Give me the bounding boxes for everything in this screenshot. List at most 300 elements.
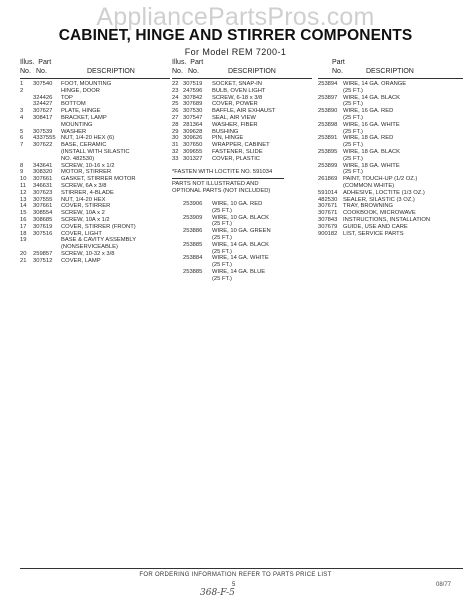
part-row [172, 95, 312, 102]
part-description: (25 FT.) [212, 275, 232, 282]
illus-number [20, 122, 33, 129]
part-description: COVER, POWER [212, 101, 258, 108]
part-number: 307842 [183, 94, 203, 101]
illus-number: 30 [172, 135, 179, 142]
part-number [33, 237, 61, 244]
part-row [20, 163, 170, 170]
part-row [172, 81, 312, 88]
part-row [20, 197, 170, 204]
part-description: (25 FT.) [343, 101, 363, 108]
part-description: WASHER [61, 128, 87, 135]
part-number: 324426 [33, 94, 53, 101]
part-row [172, 122, 312, 129]
part-number: 307623 [33, 189, 53, 196]
part-number [33, 122, 61, 129]
part-description: BASE, CERAMIC [61, 142, 107, 149]
part-description: (25 FT.) [343, 87, 363, 94]
loctite-note: *FASTEN WITH LOCTITE NO. 591034 [172, 168, 273, 175]
illus-number: 4 [20, 114, 24, 121]
part-description: PAINT, TOUCH-UP (1/2 OZ.) [343, 176, 418, 183]
illus-number [172, 262, 183, 269]
part-row [318, 197, 463, 204]
part-description: COVER, LIGHT [61, 230, 102, 237]
part-number: 261869 [318, 176, 338, 183]
illus-number: 27 [172, 114, 179, 121]
part-row [20, 244, 170, 251]
part-number [183, 276, 212, 283]
part-row [318, 224, 463, 231]
part-description: SCREW, 10A x 1/2 [61, 216, 110, 223]
part-description: (25 FT.) [212, 262, 232, 269]
part-description: (INSTALL WITH SILASTIC [61, 148, 130, 155]
part-description: SCREW, 6A x 3/8 [61, 182, 107, 189]
part-number: 309626 [183, 135, 203, 142]
part-row [20, 210, 170, 217]
part-number [183, 221, 212, 228]
part-description: COOKBOOK, MICROWAVE [343, 210, 416, 217]
illus-number [20, 244, 33, 251]
part-description: MOUNTING [61, 121, 93, 128]
part-row [20, 203, 170, 210]
part-row [172, 249, 312, 256]
illus-number: 19 [20, 237, 27, 244]
part-description: WIRE, 18 GA. RED [343, 135, 394, 142]
part-number [318, 169, 343, 176]
part-description: COVER, STIRRER [61, 203, 111, 210]
part-description: PIN, HINGE [212, 135, 244, 142]
part-description: BOTTOM [61, 101, 86, 108]
part-row [318, 190, 463, 197]
part-description: SEAL, AIR VIEW [212, 114, 256, 121]
model-subtitle: For Model REM 7200-1 [184, 47, 287, 57]
illus-part-label: Illus. Part [172, 59, 204, 66]
part-row [318, 142, 463, 149]
part-row [20, 149, 170, 156]
part-description: PLATE, HINGE [61, 108, 101, 115]
part-row [20, 129, 170, 136]
part-number [183, 262, 212, 269]
part-row [20, 122, 170, 129]
part-number: 308685 [33, 216, 53, 223]
part-row [172, 149, 312, 156]
illus-number: 32 [172, 148, 179, 155]
part-description: SEALER, SILASTIC (3 OZ.) [343, 196, 415, 203]
illus-number: 3 [20, 108, 24, 115]
illus-number: 20 [20, 250, 27, 257]
part-row [318, 115, 463, 122]
part-row [318, 169, 463, 176]
illus-number [172, 228, 183, 235]
part-description: NUT, 1/4-20 HEX [61, 196, 106, 203]
part-description: (NONSERVICEABLE) [61, 244, 118, 251]
illus-number: 8 [20, 162, 24, 169]
illus-number: 18 [20, 230, 27, 237]
illus-number: 15 [20, 210, 27, 217]
illus-number: 24 [172, 94, 179, 101]
part-row [318, 135, 463, 142]
optional-parts-note: PARTS NOT ILLUSTRATED AND [172, 181, 259, 188]
note-rule [172, 178, 284, 179]
part-row [20, 251, 170, 258]
illus-number [172, 276, 183, 283]
illus-number: 13 [20, 196, 27, 203]
part-description: (25 FT.) [343, 142, 363, 149]
part-description: WIRE, 14 GA. ORANGE [343, 81, 407, 87]
part-row [172, 135, 312, 142]
part-row [318, 95, 463, 102]
part-description: BULB, OVEN LIGHT [212, 87, 266, 94]
part-row [20, 183, 170, 190]
part-number: 253894 [318, 81, 338, 87]
column-header [318, 59, 463, 79]
part-number: 253899 [318, 162, 338, 169]
part-description: BASE & CAVITY ASSEMBLY [61, 237, 137, 244]
parts-list [318, 81, 463, 237]
illus-number [20, 101, 33, 108]
part-description: FASTENER, SLIDE [212, 148, 263, 155]
part-description: LIST, SERVICE PARTS [343, 230, 404, 237]
part-description: WIRE, 10 GA. RED [212, 200, 263, 207]
part-number: 307622 [33, 142, 53, 149]
illus-number: 16 [20, 216, 27, 223]
illus-number [172, 201, 183, 208]
part-description: (25 FT.) [343, 155, 363, 162]
part-number [33, 149, 61, 156]
part-number: 253906 [183, 200, 203, 207]
part-number: 253897 [318, 94, 338, 101]
illus-number: 5 [20, 128, 24, 135]
part-row [318, 203, 463, 210]
part-row [172, 108, 312, 115]
part-row [20, 237, 170, 244]
part-row [20, 108, 170, 115]
part-row [172, 215, 312, 222]
ordering-info: FOR ORDERING INFORMATION REFER TO PARTS PRICE LIST [139, 572, 332, 578]
part-number [33, 244, 61, 251]
part-description: SCREW, 10-32 x 3/8 [61, 250, 115, 257]
part-row [20, 142, 170, 149]
part-number: 307689 [183, 101, 203, 108]
part-description: WIRE, 10 GA. GREEN [212, 228, 271, 235]
part-row [172, 276, 312, 283]
part-description: INSTRUCTIONS, INSTALLATION [343, 216, 431, 223]
illus-no-label: No. [172, 68, 183, 75]
part-row [20, 81, 170, 88]
part-description: (25 FT.) [343, 128, 363, 135]
part-row [20, 88, 170, 95]
part-row [172, 235, 312, 242]
part-row [20, 224, 170, 231]
part-row [318, 176, 463, 183]
part-number [33, 156, 61, 163]
part-number: 307627 [33, 108, 53, 115]
part-number: 307661 [33, 203, 53, 210]
part-description: WIRE, 18 GA. WHITE [343, 162, 400, 169]
part-description: ADHESIVE, LOCTITE (1/3 OZ.) [343, 189, 425, 196]
part-row [172, 156, 312, 163]
illus-number: 22 [172, 81, 179, 87]
illus-number: 25 [172, 101, 179, 108]
optional-parts-list [172, 201, 312, 283]
part-number [318, 115, 343, 122]
illus-number: 12 [20, 189, 27, 196]
part-row [318, 210, 463, 217]
part-description: SCREW, 6-18 x 3/8 [212, 94, 263, 101]
part-number: 253884 [183, 255, 203, 262]
part-row [20, 190, 170, 197]
part-number: 307671 [318, 203, 338, 210]
part-number: 900182 [318, 230, 338, 237]
illus-number: 1 [20, 81, 24, 87]
part-number: 307555 [33, 196, 53, 203]
part-description: NO. 482530) [61, 155, 95, 162]
illus-number [172, 269, 183, 276]
part-description: (COMMON WHITE) [343, 182, 395, 189]
part-description: WIRE, 10 GA. BLACK [212, 214, 270, 221]
part-number: 301327 [183, 155, 203, 162]
part-number [318, 88, 343, 95]
illus-number: 14 [20, 203, 27, 210]
part-number: 343641 [33, 162, 53, 169]
part-description: WIRE, 16 GA. WHITE [343, 121, 400, 128]
illus-no-label: No. [20, 68, 31, 75]
part-number: 309628 [183, 128, 203, 135]
parts-column-2 [172, 59, 312, 283]
part-description: BRACKET, LAMP [61, 114, 107, 121]
illus-number: 29 [172, 128, 179, 135]
part-row [20, 231, 170, 238]
part-number: 307540 [33, 81, 53, 87]
part-no-label: No. [36, 68, 47, 75]
part-row [20, 95, 170, 102]
part-number: 253909 [183, 214, 203, 221]
description-label: DESCRIPTION [228, 68, 276, 75]
part-row [318, 217, 463, 224]
part-number: 307650 [183, 142, 203, 149]
part-row [318, 156, 463, 163]
part-description: WIRE, 18 GA. BLACK [343, 148, 401, 155]
part-description: TRAY, BROWNING [343, 203, 394, 210]
part-number: 591014 [318, 189, 338, 196]
illus-number [20, 95, 33, 102]
part-row [172, 88, 312, 95]
part-row [172, 129, 312, 136]
part-row [172, 228, 312, 235]
illus-number: 7 [20, 142, 24, 149]
footer-rule [20, 568, 463, 569]
part-row [172, 221, 312, 228]
page-number: 5 [232, 582, 236, 588]
illus-number [172, 235, 183, 242]
part-number [318, 156, 343, 163]
illus-number: 2 [20, 87, 24, 94]
part-number: 259857 [33, 250, 53, 257]
illus-number: 23 [172, 87, 179, 94]
part-row [318, 122, 463, 129]
part-label: Part [332, 59, 345, 66]
part-description: WIRE, 16 GA. RED [343, 108, 394, 115]
part-description: BAFFLE, AIR EXHAUST [212, 108, 276, 115]
part-description: (25 FT.) [343, 169, 363, 176]
part-row [172, 242, 312, 249]
part-number: 307671 [318, 210, 338, 217]
illus-number [172, 242, 183, 249]
part-number: 308554 [33, 210, 53, 217]
part-no-label: No. [332, 68, 343, 75]
part-number: 253898 [318, 121, 338, 128]
part-description: GASKET, STIRRER MOTOR [61, 176, 136, 183]
part-number: 308320 [33, 169, 53, 176]
parts-column-1 [20, 59, 170, 265]
part-row [172, 255, 312, 262]
parts-list [172, 81, 312, 163]
part-number [183, 208, 212, 215]
part-row [172, 262, 312, 269]
illus-number: 28 [172, 121, 179, 128]
part-number: 253891 [318, 135, 338, 142]
illus-number: 33 [172, 155, 179, 162]
part-number: 307661 [33, 176, 53, 183]
illus-part-label: Illus. Part [20, 59, 52, 66]
illus-number [20, 156, 33, 163]
part-number [183, 235, 212, 242]
column-header [20, 59, 170, 79]
part-description: (25 FT.) [343, 114, 363, 121]
illus-number [172, 249, 183, 256]
part-description: SCREW, 10A x 2 [61, 210, 105, 217]
part-number: 307519 [183, 81, 203, 87]
handwritten-code: 368-F-5 [200, 588, 235, 598]
part-description: SCREW, 10-16 x 1/2 [61, 162, 115, 169]
illus-number: 21 [20, 257, 27, 264]
part-row [318, 163, 463, 170]
part-description: WRAPPER, CABINET [212, 142, 270, 149]
site-watermark: AppliancePartsPros.com [96, 3, 375, 31]
part-number: 324427 [33, 101, 53, 108]
part-description: BUSHING [212, 128, 239, 135]
part-number: 247596 [183, 87, 203, 94]
illus-number: 11 [20, 182, 27, 189]
illus-number [20, 149, 33, 156]
part-number: 308417 [33, 114, 53, 121]
part-row [172, 208, 312, 215]
part-description: SOCKET, SNAP-IN [212, 81, 262, 87]
part-number [33, 88, 61, 95]
part-number [318, 183, 343, 190]
part-number: 253885 [183, 241, 203, 248]
part-number: 253885 [183, 268, 203, 275]
part-number: 307512 [33, 257, 53, 264]
page-title: CABINET, HINGE AND STIRRER COMPONENTS [58, 27, 413, 44]
part-description: STIRRER, 4-BLADE [61, 189, 114, 196]
part-row [318, 101, 463, 108]
illus-number: 31 [172, 142, 179, 149]
part-description: COVER, LAMP [61, 257, 101, 264]
parts-list [20, 81, 170, 265]
part-number: 307530 [183, 108, 203, 115]
part-number: 307516 [33, 230, 53, 237]
illus-number: 17 [20, 223, 27, 230]
part-description: NUT, 1/4-20 HEX (6) [61, 135, 115, 142]
part-number: 253886 [183, 228, 203, 235]
part-description: (25 FT.) [212, 234, 232, 241]
part-number [318, 129, 343, 136]
part-number [318, 142, 343, 149]
part-row [318, 129, 463, 136]
part-row [20, 115, 170, 122]
part-description: (25 FT.) [212, 221, 232, 228]
part-row [172, 115, 312, 122]
part-description: WIRE, 14 GA. BLACK [212, 241, 270, 248]
part-number: 309655 [183, 148, 203, 155]
part-description: WIRE, 14 GA. BLACK [343, 94, 401, 101]
part-row [172, 201, 312, 208]
part-number: 4337555 [33, 135, 56, 142]
part-number [318, 101, 343, 108]
part-description: COVER, PLASTIC [212, 155, 260, 162]
illus-number: 26 [172, 108, 179, 115]
part-row [20, 101, 170, 108]
part-row [20, 258, 170, 265]
part-row [20, 156, 170, 163]
part-row [172, 269, 312, 276]
illus-number: 10 [20, 176, 27, 183]
part-row [172, 101, 312, 108]
part-description: WIRE, 14 GA. WHITE [212, 255, 269, 262]
illus-number [172, 215, 183, 222]
part-description: HINGE, DOOR [61, 87, 100, 94]
part-number: 482530 [318, 196, 338, 203]
part-description: COVER, STIRRER (FRONT) [61, 223, 136, 230]
part-description: (25 FT.) [212, 207, 232, 214]
parts-column-3 [318, 59, 463, 237]
part-number [183, 249, 212, 256]
description-label: DESCRIPTION [366, 68, 414, 75]
part-number: 281364 [183, 121, 203, 128]
part-description: GUIDE, USE AND CARE [343, 223, 408, 230]
part-number: 253895 [318, 148, 338, 155]
date-code: 08/77 [436, 582, 452, 588]
part-number: 253890 [318, 108, 338, 115]
part-row [20, 135, 170, 142]
part-number: 307547 [183, 114, 203, 121]
part-row [20, 176, 170, 183]
part-number: 346631 [33, 182, 53, 189]
part-row [318, 183, 463, 190]
part-row [318, 231, 463, 238]
description-label: DESCRIPTION [87, 68, 135, 75]
part-description: FOOT, MOUNTING [61, 81, 112, 87]
illus-number [172, 221, 183, 228]
illus-number: 6 [20, 135, 24, 142]
optional-parts-note-2: OPTIONAL PARTS (NOT INCLUDED) [172, 188, 271, 195]
part-description: (25 FT.) [212, 248, 232, 255]
part-description: MOTOR, STIRRER [61, 169, 112, 176]
part-row [318, 81, 463, 88]
part-description: WASHER, FIBER [212, 121, 258, 128]
part-row [172, 142, 312, 149]
column-header [172, 59, 312, 79]
illus-number [172, 255, 183, 262]
part-row [318, 88, 463, 95]
part-row [20, 217, 170, 224]
part-number: 307679 [318, 223, 338, 230]
part-number: 307843 [318, 216, 338, 223]
part-description: TOP [61, 94, 73, 101]
part-number: 307619 [33, 223, 53, 230]
part-row [318, 108, 463, 115]
part-row [318, 149, 463, 156]
